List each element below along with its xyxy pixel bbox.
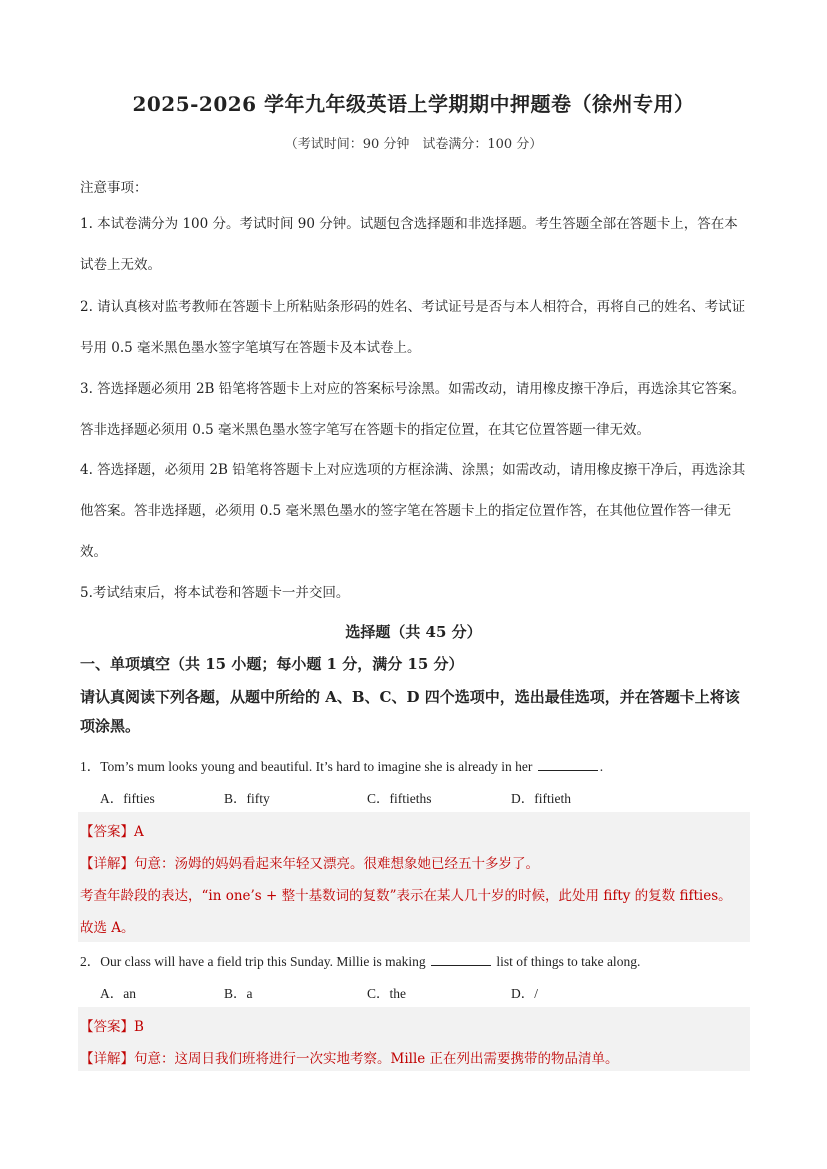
answer-blank: [431, 953, 491, 966]
notice-item: 3. 答选择题必须用 2B 铅笔将答题卡上对应的答案标号涂黑。如需改动，请用橡皮擦干净后，再选涂其它答案。答非选择题必须用 0.5 毫米黑色墨水签字笔写在答题卡的指定位置，在其它位置答题一律无效。: [80, 381, 746, 438]
exam-info: （考试时间：90 分钟 试卷满分：100 分）: [284, 137, 543, 152]
detail-text: 考查年龄段的表达，“in one’s + 整十基数词的复数”表示在某人几十岁的时候，此处用 fifty 的复数 fifties。: [80, 888, 732, 904]
option-a: A．fifties: [100, 791, 155, 806]
option-c: C．the: [367, 986, 406, 1001]
question-stem: [80, 755, 603, 775]
option-c: C．fiftieths: [367, 791, 432, 806]
question-text: 1．Tom’s mum looks young and beautiful. It’s hard to imagine she is already in her: [80, 759, 533, 774]
answer-line: [80, 820, 144, 840]
answer-box: [78, 812, 750, 942]
option-d: D．/: [511, 986, 538, 1001]
question-text-end: list of things to take along.: [496, 954, 641, 969]
notice-item: 1. 本试卷满分为 100 分。考试时间 90 分钟。试题包含选择题和非选择题。考生答题全部在答题卡上，答在本试卷上无效。: [80, 216, 738, 273]
option-d: D．fiftieth: [511, 791, 571, 806]
answer-value: B: [134, 1019, 144, 1035]
page-title: 2025-2026 学年九年级英语上学期期中押题卷（徐州专用）: [132, 92, 695, 116]
detail-label: 【详解】: [80, 1051, 134, 1067]
section-heading: 选择题（共 45 分）: [345, 623, 482, 641]
option-b: B．a: [224, 986, 253, 1001]
detail-line: [80, 1047, 619, 1067]
answer-box: [78, 1007, 750, 1071]
detail-label: 【详解】: [80, 856, 134, 872]
part-heading: 一、单项填空（共 15 小题；每小题 1 分，满分 15 分）: [80, 655, 464, 673]
notice-item: 2. 请认真核对监考教师在答题卡上所粘贴条形码的姓名、考试证号是否与本人相符合，再将自己的姓名、考试证号用 0.5 毫米黑色墨水签字笔填写在答题卡及本试卷上。: [80, 299, 746, 356]
notice-item: 5.考试结束后，将本试卷和答题卡一并交回。: [80, 585, 350, 601]
detail-text: 句意：这周日我们班将进行一次实地考察。Mille 正在列出需要携带的物品清单。: [134, 1051, 619, 1067]
option-a: A．an: [100, 986, 136, 1001]
question-text-end: .: [599, 759, 604, 774]
detail-text: 句意：汤姆的妈妈看起来年轻又漂亮。很难想象她已经五十多岁了。: [134, 856, 539, 872]
answer-value: A: [134, 824, 144, 840]
notice-heading: 注意事项：: [80, 180, 148, 196]
option-b: B．fifty: [224, 791, 270, 806]
answer-label: 【答案】: [80, 824, 134, 840]
detail-line: [80, 852, 539, 872]
answer-line: [80, 1015, 144, 1035]
question-text: 2．Our class will have a field trip this Sunday. Millie is making: [80, 954, 426, 969]
answer-label: 【答案】: [80, 1019, 134, 1035]
question-stem: [80, 950, 640, 970]
answer-blank: [538, 758, 598, 771]
instruction-text: 请认真阅读下列各题，从题中所给的 A、B、C、D 四个选项中，选出最佳选项，并在答题卡上将该项涂黑。: [80, 688, 740, 735]
notice-item: 4. 答选择题，必须用 2B 铅笔将答题卡上对应选项的方框涂满、涂黑；如需改动，请用橡皮擦干净后，再选涂其他答案。答非选择题，必须用 0.5 毫米黑色墨水的签字笔在答题卡上的指定位置作答，在其他位置作答一律无效。: [80, 462, 746, 560]
detail-text: 故选 A。: [80, 920, 135, 936]
